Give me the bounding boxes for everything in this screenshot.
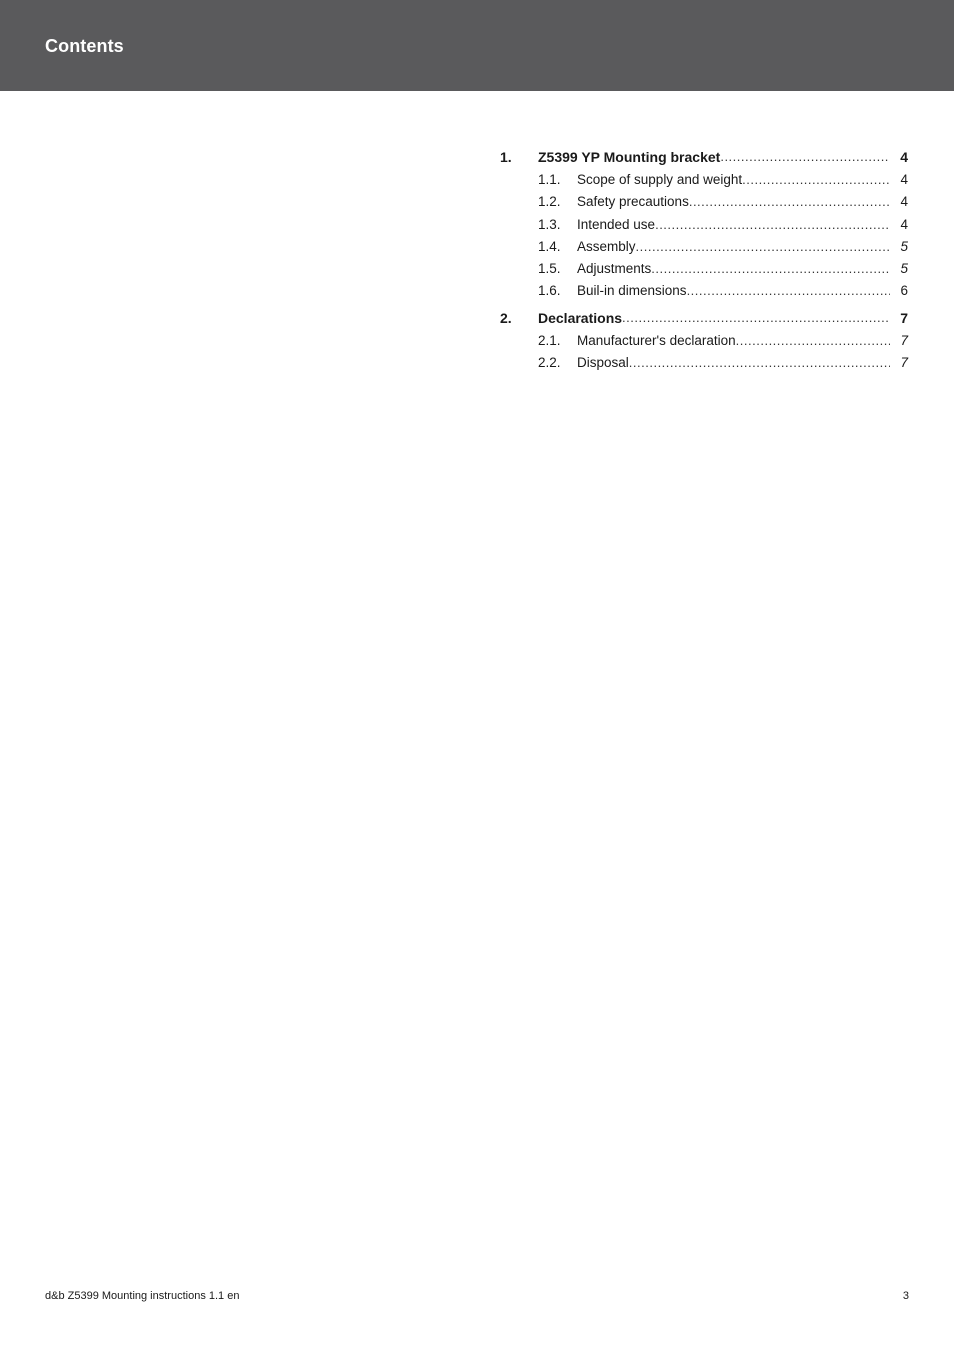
toc-leader-dots	[689, 191, 890, 213]
toc-leader-dots	[742, 169, 890, 191]
toc-entry-chapter-1[interactable]	[500, 146, 910, 169]
toc-entry-page: 4	[900, 172, 908, 187]
toc-entry-number: 1.5.	[538, 261, 561, 277]
footer-page-number: 3	[902, 1290, 909, 1302]
toc-entry-2-1[interactable]	[500, 330, 910, 352]
toc-entry-page: 4	[900, 149, 908, 165]
toc-entry-label[interactable]: Manufacturer's declaration	[577, 332, 736, 348]
toc-entry-1-4[interactable]	[500, 236, 910, 258]
toc-entry-page: 4	[900, 216, 908, 232]
toc-entry-page: 5	[900, 261, 908, 277]
toc-entry-label[interactable]: Assembly	[577, 238, 636, 254]
toc-leader-dots	[629, 352, 890, 374]
toc-entry-chapter-2[interactable]	[500, 307, 910, 330]
toc-entry-number: 1.6.	[538, 283, 561, 299]
toc-entry-page: 7	[900, 332, 908, 348]
toc-entry-number: 1.3.	[538, 216, 561, 232]
toc-entry-page: 7	[900, 355, 908, 371]
toc-leader-dots	[622, 307, 890, 329]
toc-leader-dots	[651, 258, 890, 280]
toc-entry-1-1[interactable]	[500, 169, 910, 191]
toc-entry-1-6[interactable]	[500, 280, 910, 302]
toc-entry-label[interactable]: Disposal	[577, 355, 629, 371]
toc-entry-label[interactable]: Safety precautions	[577, 194, 689, 210]
toc-entry-number: 2.1.	[538, 332, 561, 348]
toc-entry-number: 1.	[500, 149, 512, 165]
page-title: Contents	[45, 36, 124, 56]
toc-entry-1-5[interactable]	[500, 258, 910, 280]
toc-entry-number: 1.1.	[538, 172, 561, 187]
toc-leader-dots	[636, 236, 890, 258]
header-band	[0, 0, 954, 91]
toc-leader-dots	[687, 280, 890, 302]
toc-entry-number: 2.	[500, 309, 512, 326]
toc-entry-label[interactable]: Scope of supply and weight	[577, 172, 743, 187]
toc-entry-number: 1.4.	[538, 238, 561, 254]
toc-entry-page: 7	[900, 309, 908, 326]
toc-entry-page: 6	[900, 283, 908, 299]
toc-entry-number: 2.2.	[538, 355, 561, 371]
toc-leader-dots	[655, 214, 890, 236]
toc-leader-dots	[720, 146, 890, 168]
toc-entry-page: 5	[900, 238, 908, 254]
toc-entry-2-2[interactable]	[500, 352, 910, 374]
toc-entry-page: 4	[900, 194, 908, 210]
toc-entry-label[interactable]: Declarations	[538, 309, 623, 326]
toc-entry-1-2[interactable]	[500, 191, 910, 213]
toc-entry-1-3[interactable]	[500, 214, 910, 236]
toc-entry-label[interactable]: Intended use	[577, 216, 656, 232]
table-of-contents	[500, 146, 910, 374]
toc-entry-label[interactable]: Adjustments	[577, 261, 652, 277]
toc-leader-dots	[736, 330, 890, 352]
toc-entry-label[interactable]: Z5399 YP Mounting bracket	[538, 149, 721, 165]
toc-entry-label[interactable]: Buil-in dimensions	[577, 283, 687, 299]
footer-document-name: d&b Z5399 Mounting instructions 1.1 en	[45, 1290, 240, 1302]
toc-entry-number: 1.2.	[538, 194, 561, 210]
